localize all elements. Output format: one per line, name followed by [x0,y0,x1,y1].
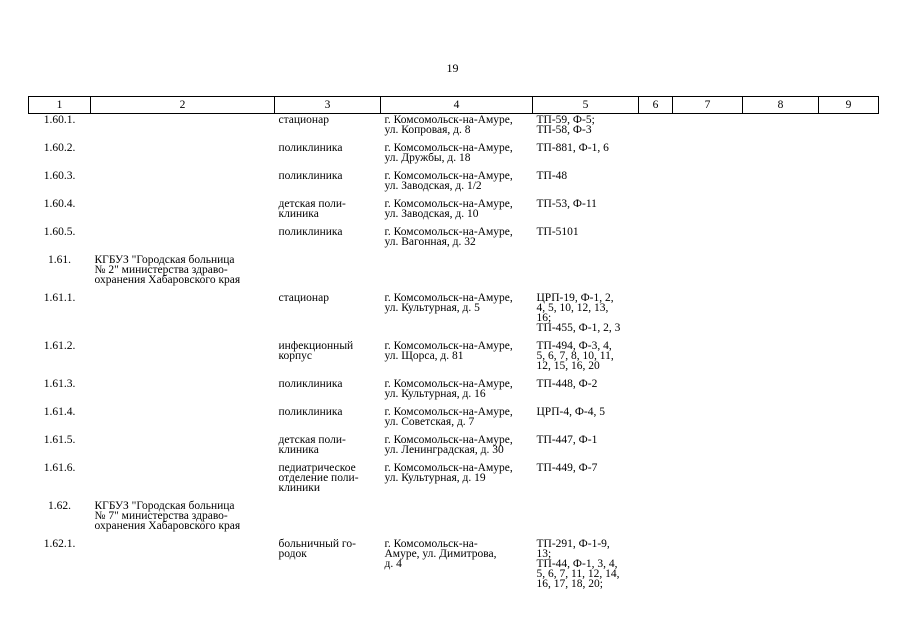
cell-col-8 [743,198,819,226]
cell-substation-feeders [533,378,639,406]
cell-col-7 [673,198,743,226]
cell-row-number [29,142,91,170]
address-text: г. Комсомольск-на-Амуре, ул. Культурная, д. 19 [384,462,513,484]
cell-col-7 [673,406,743,434]
cell-col-7 [673,254,743,292]
cell-substation-feeders [533,462,639,500]
cell-col-7 [673,340,743,378]
cell-object-type [275,292,381,340]
address-text: г. Комсомольск-на-Амуре, ул. Культурная, д. 16 [384,378,513,400]
cell-col-6 [639,406,673,434]
page-number: 19 [446,61,459,75]
address-text: г. Комсомольск-на-Амуре, ул. Дружбы, д. 18 [384,142,513,164]
table-row [29,170,879,198]
organization-name-text: КГБУЗ "Городская больница № 2" министерства здраво- охранения Хабаровского края [94,254,241,286]
cell-row-number [29,538,91,596]
cell-col-7 [673,292,743,340]
table-row [29,114,879,143]
cell-col-9 [819,226,879,254]
cell-organization-name [91,500,275,538]
cell-object-type [275,340,381,378]
table-row [29,198,879,226]
cell-substation-feeders [533,340,639,378]
cell-object-type [275,170,381,198]
substation-feeders-text: ТП-881, Ф-1, 6 [536,142,609,154]
substation-feeders-text: ТП-53, Ф-11 [536,198,597,210]
substation-feeders-text: ТП-5101 [536,226,579,238]
substation-feeders-text: ЦРП-19, Ф-1, 2, 4, 5, 10, 12, 13, 16; ТП-455, Ф-1, 2, 3 [536,292,621,334]
row-number-text: 1.60.1. [43,114,76,126]
cell-object-type [275,406,381,434]
cell-organization-name [91,114,275,143]
cell-col-9 [819,406,879,434]
cell-col-9 [819,198,879,226]
cell-col-9 [819,538,879,596]
object-type-text: поликлиника [278,142,343,154]
cell-substation-feeders [533,292,639,340]
object-type-text: педиатрическое отделение поли- клиники [278,462,359,494]
object-type-text: поликлиника [278,170,343,182]
row-number-text: 1.60.2. [43,142,76,154]
cell-row-number [29,170,91,198]
cell-row-number [29,340,91,378]
cell-col-7 [673,538,743,596]
object-type-text: детская поли- клиника [278,434,346,456]
cell-col-7 [673,170,743,198]
cell-object-type [275,462,381,500]
row-number-text: 1.61.3. [43,378,76,390]
cell-organization-name [91,226,275,254]
cell-substation-feeders [533,226,639,254]
cell-col-6 [639,378,673,406]
cell-object-type [275,538,381,596]
table-row [29,378,879,406]
cell-col-8 [743,142,819,170]
cell-substation-feeders [533,170,639,198]
cell-substation-feeders [533,142,639,170]
cell-col-6 [639,538,673,596]
row-number-text: 1.62.1. [43,538,76,550]
cell-substation-feeders [533,254,639,292]
table-row [29,254,879,292]
cell-row-number [29,114,91,143]
table-row [29,142,879,170]
cell-address [381,226,533,254]
cell-organization-name [91,340,275,378]
address-text: г. Комсомольск-на-Амуре, ул. Советская, д. 7 [384,406,513,428]
header-cell-9: 9 [819,97,879,114]
cell-col-8 [743,292,819,340]
cell-address [381,538,533,596]
cell-organization-name [91,170,275,198]
cell-col-8 [743,170,819,198]
table-row [29,340,879,378]
cell-col-6 [639,170,673,198]
cell-organization-name [91,406,275,434]
table-row [29,434,879,462]
cell-col-7 [673,378,743,406]
row-number-text: 1.61.4. [43,406,76,418]
cell-substation-feeders [533,538,639,596]
cell-col-8 [743,434,819,462]
cell-object-type [275,226,381,254]
cell-col-8 [743,226,819,254]
object-type-text: стационар [278,292,329,304]
object-type-text: больничный го- родок [278,538,356,560]
cell-row-number [29,226,91,254]
cell-col-7 [673,114,743,143]
cell-col-8 [743,378,819,406]
address-text: г. Комсомольск-на-Амуре, ул. Щорса, д. 81 [384,340,513,362]
cell-row-number [29,406,91,434]
substation-feeders-text: ТП-48 [536,170,568,182]
cell-col-7 [673,434,743,462]
cell-row-number [29,198,91,226]
cell-row-number [29,292,91,340]
table-row [29,226,879,254]
cell-col-8 [743,340,819,378]
cell-address [381,292,533,340]
cell-organization-name [91,198,275,226]
row-number-text: 1.61.6. [43,462,76,474]
cell-substation-feeders [533,434,639,462]
cell-address [381,500,533,538]
address-text: г. Комсомольск-на-Амуре, ул. Вагонная, д. 32 [384,226,513,248]
cell-substation-feeders [533,114,639,143]
address-text: г. Комсомольск-на-Амуре, ул. Ленинградская, д. 30 [384,434,513,456]
cell-row-number [29,254,91,292]
cell-col-9 [819,142,879,170]
cell-col-6 [639,114,673,143]
cell-object-type [275,378,381,406]
cell-object-type [275,198,381,226]
header-cell-8: 8 [743,97,819,114]
row-number-text: 1.62. [48,500,71,512]
cell-col-9 [819,340,879,378]
object-type-text: поликлиника [278,378,343,390]
substation-feeders-text: ТП-291, Ф-1-9, 13; ТП-44, Ф-1, 3, 4, 5, 6, 7, 11, 12, 14, 16, 17, 18, 20; [536,538,620,590]
object-type-text: инфекционный корпус [278,340,354,362]
cell-object-type [275,114,381,143]
cell-address [381,434,533,462]
table-row [29,292,879,340]
header-cell-1: 1 [29,97,91,114]
cell-organization-name [91,292,275,340]
cell-col-6 [639,254,673,292]
cell-address [381,170,533,198]
header-cell-2: 2 [91,97,275,114]
cell-row-number [29,500,91,538]
cell-substation-feeders [533,500,639,538]
cell-col-8 [743,462,819,500]
cell-col-9 [819,292,879,340]
table-header [29,97,879,114]
row-number-text: 1.61.2. [43,340,76,352]
cell-col-7 [673,500,743,538]
cell-organization-name [91,142,275,170]
cell-col-7 [673,142,743,170]
substation-feeders-text: ЦРП-4, Ф-4, 5 [536,406,606,418]
cell-object-type [275,254,381,292]
table-row [29,406,879,434]
substation-feeders-text: ТП-494, Ф-3, 4, 5, 6, 7, 8, 10, 11, 12, 15, 16, 20 [536,340,614,372]
cell-organization-name [91,462,275,500]
cell-row-number [29,434,91,462]
cell-address [381,114,533,143]
cell-col-6 [639,226,673,254]
cell-col-9 [819,254,879,292]
organization-name-text: КГБУЗ "Городская больница № 7" министерства здраво- охранения Хабаровского края [94,500,241,532]
substation-feeders-text: ТП-449, Ф-7 [536,462,598,474]
cell-col-6 [639,434,673,462]
substation-feeders-text: ТП-59, Ф-5; ТП-58, Ф-3 [536,114,595,136]
object-type-text: поликлиника [278,406,343,418]
cell-organization-name [91,434,275,462]
cell-col-8 [743,114,819,143]
cell-col-9 [819,434,879,462]
substation-feeders-text: ТП-447, Ф-1 [536,434,598,446]
cell-col-8 [743,500,819,538]
cell-substation-feeders [533,406,639,434]
address-text: г. Комсомольск-на- Амуре, ул. Димитрова, д. 4 [384,538,497,570]
cell-col-6 [639,340,673,378]
address-text: г. Комсомольск-на-Амуре, ул. Заводская, д. 1/2 [384,170,513,192]
row-number-text: 1.61.5. [43,434,76,446]
table-row [29,538,879,596]
header-cell-6: 6 [639,97,673,114]
object-type-text: стационар [278,114,329,126]
object-type-text: поликлиника [278,226,343,238]
document-table [28,96,879,596]
header-cell-3: 3 [275,97,381,114]
cell-col-9 [819,500,879,538]
cell-col-6 [639,198,673,226]
cell-address [381,406,533,434]
table-row [29,500,879,538]
cell-address [381,340,533,378]
row-number-text: 1.61. [48,254,71,266]
address-text: г. Комсомольск-на-Амуре, ул. Заводская, д. 10 [384,198,513,220]
cell-col-9 [819,114,879,143]
cell-col-8 [743,254,819,292]
cell-row-number [29,378,91,406]
table-row [29,462,879,500]
cell-address [381,462,533,500]
table-body [29,114,879,597]
cell-col-6 [639,292,673,340]
row-number-text: 1.60.3. [43,170,76,182]
cell-address [381,254,533,292]
cell-object-type [275,500,381,538]
cell-organization-name [91,538,275,596]
cell-col-6 [639,462,673,500]
substation-feeders-text: ТП-448, Ф-2 [536,378,598,390]
header-cell-7: 7 [673,97,743,114]
cell-col-9 [819,462,879,500]
cell-row-number [29,462,91,500]
address-text: г. Комсомольск-на-Амуре, ул. Копровая, д. 8 [384,114,513,136]
cell-substation-feeders [533,198,639,226]
address-text: г. Комсомольск-на-Амуре, ул. Культурная, д. 5 [384,292,513,314]
cell-col-8 [743,538,819,596]
row-number-text: 1.61.1. [43,292,76,304]
header-cell-5: 5 [533,97,639,114]
cell-address [381,198,533,226]
cell-col-7 [673,226,743,254]
cell-object-type [275,434,381,462]
cell-address [381,378,533,406]
cell-object-type [275,142,381,170]
cell-col-9 [819,170,879,198]
row-number-text: 1.60.5. [43,226,76,238]
cell-col-6 [639,500,673,538]
object-type-text: детская поли- клиника [278,198,346,220]
header-cell-4: 4 [381,97,533,114]
row-number-text: 1.60.4. [43,198,76,210]
cell-organization-name [91,254,275,292]
cell-organization-name [91,378,275,406]
cell-address [381,142,533,170]
cell-col-6 [639,142,673,170]
cell-col-7 [673,462,743,500]
header-row [29,97,879,114]
cell-col-8 [743,406,819,434]
cell-col-9 [819,378,879,406]
